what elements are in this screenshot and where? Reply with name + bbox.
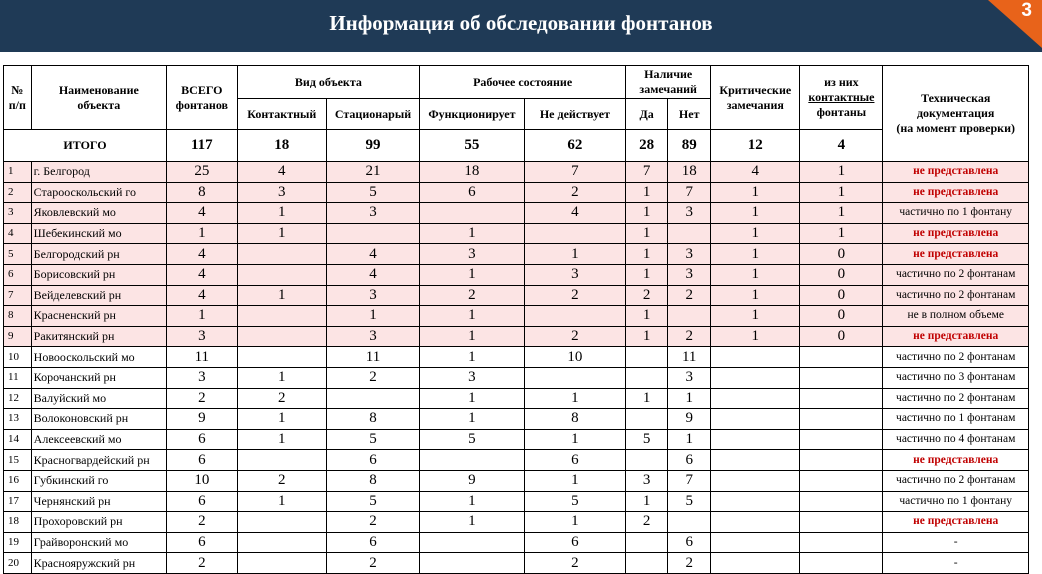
row-not-working: 1	[524, 388, 625, 409]
row-contact-critical: 0	[800, 264, 883, 285]
row-not-working: 3	[524, 264, 625, 285]
row-critical	[711, 388, 800, 409]
row-not-working: 8	[524, 409, 625, 430]
row-not-working: 2	[524, 285, 625, 306]
row-stationary: 3	[326, 203, 419, 224]
row-critical	[711, 429, 800, 450]
row-total: 3	[166, 367, 237, 388]
row-yes: 2	[626, 512, 668, 533]
row-contact	[237, 532, 326, 553]
col-contact-critical-header: из них контактные фонтаны	[800, 66, 883, 130]
row-not-working	[524, 306, 625, 327]
col-no-header: Нет	[668, 99, 711, 130]
row-name: Старооскольский го	[31, 182, 166, 203]
table-row	[4, 244, 1029, 265]
row-name: Красненский рн	[31, 306, 166, 327]
row-no: 18	[668, 162, 711, 183]
row-doc: частично по 1 фонтану	[883, 203, 1029, 224]
row-functioning	[420, 450, 525, 471]
col-critical-header: Критические замечания	[711, 66, 800, 130]
row-yes: 1	[626, 182, 668, 203]
row-functioning	[420, 532, 525, 553]
col-remarks-group-header: Наличие замечаний	[626, 66, 711, 99]
row-functioning: 5	[420, 429, 525, 450]
row-name: Борисовский рн	[31, 264, 166, 285]
row-no: 7	[668, 470, 711, 491]
row-contact-critical: 0	[800, 326, 883, 347]
row-name: Краснояружский рн	[31, 553, 166, 574]
row-contact: 1	[237, 223, 326, 244]
col-yes-header: Да	[626, 99, 668, 130]
row-stationary: 2	[326, 367, 419, 388]
table-row	[4, 388, 1029, 409]
row-contact: 3	[237, 182, 326, 203]
row-total: 10	[166, 470, 237, 491]
table-row	[4, 429, 1029, 450]
col-not-working-header: Не действует	[524, 99, 625, 130]
row-no: 9	[668, 409, 711, 430]
row-yes	[626, 450, 668, 471]
row-yes	[626, 409, 668, 430]
col-num-header: № п/п	[4, 66, 32, 130]
row-contact: 2	[237, 470, 326, 491]
col-doc-header: Техническая документация (на момент проверки)	[883, 66, 1029, 162]
row-critical	[711, 512, 800, 533]
row-doc: частично по 1 фонтанам	[883, 409, 1029, 430]
table-row	[4, 553, 1029, 574]
row-contact-critical	[800, 491, 883, 512]
row-functioning: 1	[420, 223, 525, 244]
row-contact-critical: 0	[800, 244, 883, 265]
row-total: 11	[166, 347, 237, 368]
row-name: Волоконовский рн	[31, 409, 166, 430]
row-no	[668, 306, 711, 327]
row-total: 1	[166, 306, 237, 327]
row-contact	[237, 326, 326, 347]
row-critical: 1	[711, 244, 800, 265]
row-no	[668, 512, 711, 533]
totals-yes: 28	[626, 130, 668, 162]
row-functioning: 3	[420, 244, 525, 265]
row-number: 1	[4, 162, 32, 183]
row-total: 2	[166, 512, 237, 533]
totals-functioning: 55	[420, 130, 525, 162]
row-critical	[711, 491, 800, 512]
row-critical: 1	[711, 326, 800, 347]
row-yes: 3	[626, 470, 668, 491]
row-doc: не представлена	[883, 450, 1029, 471]
row-yes: 1	[626, 244, 668, 265]
row-functioning	[420, 203, 525, 224]
row-yes: 7	[626, 162, 668, 183]
row-contact-critical	[800, 532, 883, 553]
row-name: Красногвардейский рн	[31, 450, 166, 471]
row-stationary: 2	[326, 512, 419, 533]
row-contact-critical	[800, 450, 883, 471]
row-name: Корочанский рн	[31, 367, 166, 388]
row-not-working: 6	[524, 450, 625, 471]
row-doc: не представлена	[883, 326, 1029, 347]
row-no: 3	[668, 203, 711, 224]
row-no: 2	[668, 326, 711, 347]
row-doc: не представлена	[883, 223, 1029, 244]
row-critical: 1	[711, 264, 800, 285]
col-type-group-header: Вид объекта	[237, 66, 419, 99]
row-functioning: 6	[420, 182, 525, 203]
row-not-working: 2	[524, 182, 625, 203]
row-not-working: 1	[524, 512, 625, 533]
row-number: 13	[4, 409, 32, 430]
col-functioning-header: Функционирует	[420, 99, 525, 130]
row-number: 3	[4, 203, 32, 224]
row-no: 3	[668, 264, 711, 285]
row-total: 4	[166, 264, 237, 285]
row-functioning: 1	[420, 409, 525, 430]
row-stationary: 8	[326, 409, 419, 430]
row-yes: 1	[626, 264, 668, 285]
table-row	[4, 285, 1029, 306]
row-contact-critical	[800, 553, 883, 574]
row-yes	[626, 553, 668, 574]
row-name: Ракитянский рн	[31, 326, 166, 347]
row-yes: 1	[626, 326, 668, 347]
row-number: 14	[4, 429, 32, 450]
row-stationary: 4	[326, 264, 419, 285]
row-critical: 1	[711, 182, 800, 203]
row-number: 17	[4, 491, 32, 512]
row-no: 7	[668, 182, 711, 203]
row-critical: 1	[711, 223, 800, 244]
table-row	[4, 326, 1029, 347]
row-contact: 1	[237, 367, 326, 388]
row-not-working: 1	[524, 470, 625, 491]
row-stationary: 11	[326, 347, 419, 368]
row-contact-critical: 0	[800, 285, 883, 306]
header-row-1	[4, 66, 1029, 99]
row-number: 11	[4, 367, 32, 388]
row-no: 5	[668, 491, 711, 512]
row-contact	[237, 306, 326, 327]
row-critical: 1	[711, 203, 800, 224]
row-number: 19	[4, 532, 32, 553]
row-number: 16	[4, 470, 32, 491]
row-doc: частично по 2 фонтанам	[883, 347, 1029, 368]
row-functioning: 1	[420, 388, 525, 409]
row-functioning: 9	[420, 470, 525, 491]
row-contact-critical: 1	[800, 162, 883, 183]
row-no: 2	[668, 553, 711, 574]
row-total: 4	[166, 244, 237, 265]
col-stationary-header: Стационарый	[326, 99, 419, 130]
row-doc: частично по 3 фонтанам	[883, 367, 1029, 388]
row-doc: не в полном объеме	[883, 306, 1029, 327]
row-no: 2	[668, 285, 711, 306]
row-total: 8	[166, 182, 237, 203]
row-stationary: 5	[326, 491, 419, 512]
row-critical: 4	[711, 162, 800, 183]
row-contact-critical	[800, 388, 883, 409]
row-total: 2	[166, 553, 237, 574]
row-contact: 1	[237, 203, 326, 224]
row-doc: частично по 2 фонтанам	[883, 470, 1029, 491]
row-contact: 2	[237, 388, 326, 409]
row-functioning: 1	[420, 264, 525, 285]
row-number: 5	[4, 244, 32, 265]
row-stationary: 5	[326, 429, 419, 450]
row-name: Шебекинский мо	[31, 223, 166, 244]
table-row	[4, 182, 1029, 203]
row-doc: не представлена	[883, 244, 1029, 265]
row-contact: 1	[237, 409, 326, 430]
page-number: 3	[1021, 0, 1032, 21]
totals-not-working: 62	[524, 130, 625, 162]
totals-label: ИТОГО	[4, 130, 167, 162]
col-contact-header: Контактный	[237, 99, 326, 130]
row-yes	[626, 347, 668, 368]
row-doc: -	[883, 532, 1029, 553]
row-contact-critical: 0	[800, 306, 883, 327]
row-stationary: 3	[326, 285, 419, 306]
row-not-working: 5	[524, 491, 625, 512]
row-doc: частично по 2 фонтанам	[883, 388, 1029, 409]
row-contact-critical: 1	[800, 203, 883, 224]
row-contact	[237, 553, 326, 574]
row-stationary: 6	[326, 450, 419, 471]
row-contact: 1	[237, 491, 326, 512]
row-doc: частично по 2 фонтанам	[883, 264, 1029, 285]
row-functioning: 1	[420, 306, 525, 327]
row-critical	[711, 470, 800, 491]
table-row	[4, 223, 1029, 244]
totals-contact: 18	[237, 130, 326, 162]
row-no	[668, 223, 711, 244]
row-not-working: 6	[524, 532, 625, 553]
row-no: 3	[668, 367, 711, 388]
row-number: 12	[4, 388, 32, 409]
fountain-survey-table	[3, 65, 1029, 574]
row-stationary: 21	[326, 162, 419, 183]
row-total: 6	[166, 450, 237, 471]
row-total: 2	[166, 388, 237, 409]
table-row	[4, 367, 1029, 388]
row-contact-critical: 1	[800, 182, 883, 203]
table-row	[4, 264, 1029, 285]
col-total-header: ВСЕГО фонтанов	[166, 66, 237, 130]
title-bar	[0, 0, 1042, 52]
row-critical: 1	[711, 306, 800, 327]
row-stationary: 2	[326, 553, 419, 574]
row-not-working: 2	[524, 326, 625, 347]
row-critical	[711, 450, 800, 471]
row-functioning: 2	[420, 285, 525, 306]
col-name-header: Наименование объекта	[31, 66, 166, 130]
row-name: Грайворонский мо	[31, 532, 166, 553]
table-row	[4, 203, 1029, 224]
table-row	[4, 347, 1029, 368]
row-total: 6	[166, 429, 237, 450]
totals-no: 89	[668, 130, 711, 162]
row-stationary: 1	[326, 306, 419, 327]
col-state-group-header: Рабочее состояние	[420, 66, 626, 99]
row-contact	[237, 244, 326, 265]
row-number: 15	[4, 450, 32, 471]
totals-stationary: 99	[326, 130, 419, 162]
row-name: Алексеевский мо	[31, 429, 166, 450]
row-name: г. Белгород	[31, 162, 166, 183]
row-functioning: 1	[420, 512, 525, 533]
row-yes: 1	[626, 491, 668, 512]
row-number: 10	[4, 347, 32, 368]
row-functioning: 1	[420, 326, 525, 347]
row-contact: 1	[237, 429, 326, 450]
row-no: 3	[668, 244, 711, 265]
row-doc: частично по 2 фонтанам	[883, 285, 1029, 306]
row-yes: 2	[626, 285, 668, 306]
row-not-working: 7	[524, 162, 625, 183]
totals-critical: 12	[711, 130, 800, 162]
row-stationary: 6	[326, 532, 419, 553]
row-yes: 1	[626, 388, 668, 409]
row-name: Валуйский мо	[31, 388, 166, 409]
row-contact	[237, 450, 326, 471]
row-contact-critical	[800, 347, 883, 368]
row-contact: 4	[237, 162, 326, 183]
row-number: 6	[4, 264, 32, 285]
row-name: Чернянский рн	[31, 491, 166, 512]
row-name: Новооскольский мо	[31, 347, 166, 368]
row-not-working: 1	[524, 429, 625, 450]
row-doc: не представлена	[883, 182, 1029, 203]
row-doc: не представлена	[883, 512, 1029, 533]
row-critical: 1	[711, 285, 800, 306]
row-number: 9	[4, 326, 32, 347]
row-total: 6	[166, 491, 237, 512]
row-functioning: 3	[420, 367, 525, 388]
row-yes: 5	[626, 429, 668, 450]
row-yes: 1	[626, 203, 668, 224]
table-row	[4, 306, 1029, 327]
row-no: 1	[668, 388, 711, 409]
row-number: 2	[4, 182, 32, 203]
row-functioning	[420, 553, 525, 574]
table-row	[4, 512, 1029, 533]
row-number: 18	[4, 512, 32, 533]
row-yes	[626, 367, 668, 388]
row-contact	[237, 264, 326, 285]
row-critical	[711, 409, 800, 430]
row-stationary: 5	[326, 182, 419, 203]
totals-total: 117	[166, 130, 237, 162]
table-row	[4, 491, 1029, 512]
row-number: 20	[4, 553, 32, 574]
row-total: 1	[166, 223, 237, 244]
table-body	[4, 162, 1029, 574]
row-no: 6	[668, 450, 711, 471]
row-number: 4	[4, 223, 32, 244]
row-contact-critical: 1	[800, 223, 883, 244]
row-total: 9	[166, 409, 237, 430]
row-yes: 1	[626, 223, 668, 244]
row-critical	[711, 553, 800, 574]
row-functioning: 1	[420, 347, 525, 368]
row-name: Яковлевский мо	[31, 203, 166, 224]
row-contact-critical	[800, 367, 883, 388]
row-no: 6	[668, 532, 711, 553]
row-contact-critical	[800, 429, 883, 450]
row-total: 4	[166, 203, 237, 224]
row-stationary: 3	[326, 326, 419, 347]
page-badge-shape	[982, 0, 1042, 48]
table-row	[4, 450, 1029, 471]
row-total: 3	[166, 326, 237, 347]
row-doc: -	[883, 553, 1029, 574]
row-functioning: 1	[420, 491, 525, 512]
table-row	[4, 470, 1029, 491]
totals-contact-critical: 4	[800, 130, 883, 162]
page-badge	[982, 0, 1042, 48]
row-not-working	[524, 223, 625, 244]
row-name: Вейделевский рн	[31, 285, 166, 306]
row-doc: частично по 4 фонтанам	[883, 429, 1029, 450]
row-doc: частично по 1 фонтану	[883, 491, 1029, 512]
row-contact: 1	[237, 285, 326, 306]
row-not-working	[524, 367, 625, 388]
row-number: 8	[4, 306, 32, 327]
row-stationary	[326, 223, 419, 244]
row-doc: не представлена	[883, 162, 1029, 183]
row-not-working: 2	[524, 553, 625, 574]
row-no: 11	[668, 347, 711, 368]
row-name: Белгородский рн	[31, 244, 166, 265]
row-total: 6	[166, 532, 237, 553]
row-yes	[626, 532, 668, 553]
row-yes: 1	[626, 306, 668, 327]
row-stationary: 4	[326, 244, 419, 265]
row-no: 1	[668, 429, 711, 450]
table-row	[4, 532, 1029, 553]
row-stationary	[326, 388, 419, 409]
row-stationary: 8	[326, 470, 419, 491]
row-contact-critical	[800, 512, 883, 533]
page-title: Информация об обследовании фонтанов	[329, 11, 713, 35]
row-critical	[711, 367, 800, 388]
row-total: 25	[166, 162, 237, 183]
row-not-working: 1	[524, 244, 625, 265]
row-total: 4	[166, 285, 237, 306]
row-functioning: 18	[420, 162, 525, 183]
row-not-working: 4	[524, 203, 625, 224]
row-contact	[237, 347, 326, 368]
row-contact	[237, 512, 326, 533]
row-critical	[711, 347, 800, 368]
table-row	[4, 409, 1029, 430]
row-critical	[711, 532, 800, 553]
row-number: 7	[4, 285, 32, 306]
totals-row	[4, 130, 1029, 162]
row-contact-critical	[800, 470, 883, 491]
row-not-working: 10	[524, 347, 625, 368]
row-contact-critical	[800, 409, 883, 430]
row-name: Губкинский го	[31, 470, 166, 491]
table-row	[4, 162, 1029, 183]
row-name: Прохоровский рн	[31, 512, 166, 533]
